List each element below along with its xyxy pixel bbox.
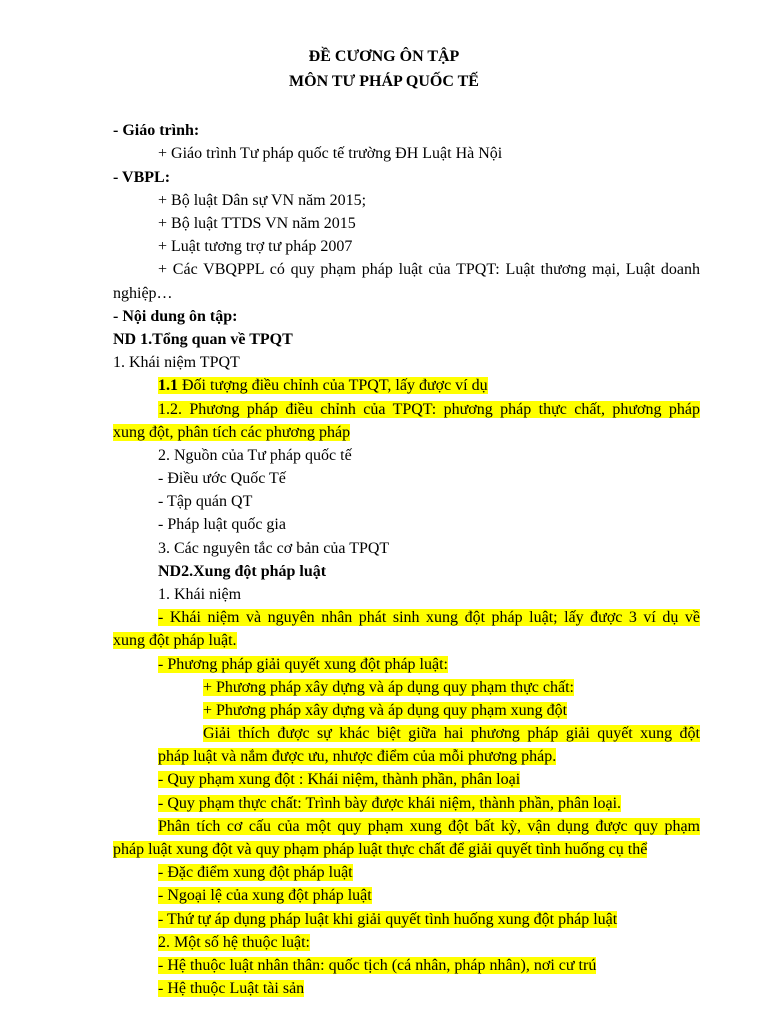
highlighted-text: Giải thích được sự khác biệt giữa hai phương pháp giải quyết xung đột [203, 725, 700, 742]
highlighted-text: xung đột, phân tích các phương pháp [113, 424, 351, 441]
highlighted-line [158, 608, 700, 628]
list-item: + Các VBQPPL có quy phạm pháp luật của TPQT: Luật thương mại, Luật doanh [158, 261, 700, 278]
list-item: + Giáo trình Tư pháp quốc tế trường ĐH Luật Hà Nội [158, 145, 503, 162]
highlighted-text: Phân tích cơ cấu của một quy phạm xung đột bất kỳ, vận dụng được quy phạm [158, 818, 700, 835]
highlighted-text: - Hệ thuộc luật nhân thân: quốc tịch (cá nhân, pháp nhân), nơi cư trú [158, 957, 597, 974]
highlighted-text: - Ngoại lệ của xung đột pháp luật [158, 887, 372, 904]
subheading: 2. Nguồn của Tư pháp quốc tế [158, 447, 352, 464]
highlighted-text: - Quy phạm thực chất: Trình bày được khái niệm, thành phần, phân loại. [158, 795, 622, 812]
highlighted-text: - Đặc điểm xung đột pháp luật [158, 864, 353, 881]
highlighted-line [203, 701, 567, 721]
highlighted-line [113, 840, 647, 860]
section-heading-legal-docs: - VBPL: [113, 169, 171, 186]
list-item: - Tập quán QT [158, 493, 253, 510]
highlighted-text: 1.2. Phương pháp điều chỉnh của TPQT: phương pháp thực chất, phương pháp [158, 401, 700, 418]
subheading: 1. Khái niệm [158, 586, 242, 603]
document-title-line-2: MÔN TƯ PHÁP QUỐC TẾ [289, 73, 479, 90]
highlighted-text: + Phương pháp xây dựng và áp dụng quy phạm thực chất: [203, 679, 574, 696]
highlighted-line [158, 747, 556, 767]
content-heading-nd2: ND2.Xung đột pháp luật [158, 563, 327, 580]
highlighted-text: 2. Một số hệ thuộc luật: [158, 934, 310, 951]
highlighted-line [158, 817, 700, 837]
highlighted-text: + Phương pháp xây dựng và áp dụng quy phạm xung đột [203, 702, 568, 719]
content-heading-nd1: ND 1.Tổng quan về TPQT [113, 331, 293, 348]
list-item-continuation: nghiệp… [113, 285, 173, 302]
subheading: 1. Khái niệm TPQT [113, 354, 240, 371]
item-number: 1.1 [158, 377, 178, 394]
list-item: - Pháp luật quốc gia [158, 516, 286, 533]
list-item: + Bộ luật TTDS VN năm 2015 [158, 215, 356, 232]
highlighted-line [158, 979, 304, 999]
highlighted-line [158, 400, 700, 420]
highlighted-line [158, 863, 353, 883]
section-heading-textbook: - Giáo trình: [113, 122, 200, 139]
highlighted-line [158, 910, 617, 930]
highlighted-text: - Khái niệm và nguyên nhân phát sinh xung đột pháp luật; lấy được 3 ví dụ về [158, 609, 700, 626]
document-title-line-1: ĐỀ CƯƠNG ÔN TẬP [308, 48, 460, 65]
highlighted-text: xung đột pháp luật. [113, 632, 237, 649]
highlighted-line [203, 678, 574, 698]
highlighted-line [113, 423, 350, 443]
highlighted-line [158, 886, 372, 906]
highlighted-line [158, 956, 596, 976]
list-item: + Luật tương trợ tư pháp 2007 [158, 238, 353, 255]
list-item: + Bộ luật Dân sự VN năm 2015; [158, 192, 367, 209]
highlighted-text: pháp luật và nắm được ưu, nhược điểm của mỗi phương pháp. [158, 748, 557, 765]
highlighted-line [158, 770, 520, 790]
highlighted-text: - Phương pháp giải quyết xung đột pháp luật: [158, 656, 448, 673]
highlighted-text: - Hệ thuộc Luật tài sản [158, 980, 305, 997]
section-heading-review-content: - Nội dung ôn tập: [113, 308, 238, 325]
highlighted-line [158, 376, 488, 396]
highlighted-text: - Quy phạm xung đột : Khái niệm, thành phần, phân loại [158, 771, 521, 788]
highlighted-text: Đối tượng điều chỉnh của TPQT, lấy được ví dụ [178, 377, 488, 394]
list-item: - Điều ước Quốc Tế [158, 470, 286, 487]
highlighted-text: - Thứ tự áp dụng pháp luật khi giải quyết tình huống xung đột pháp luật [158, 911, 618, 928]
highlighted-line [158, 933, 310, 953]
subheading: 3. Các nguyên tắc cơ bản của TPQT [158, 540, 390, 557]
highlighted-text: pháp luật xung đột và quy phạm pháp luật thực chất để giải quyết tình huống cụ thể [113, 841, 648, 858]
highlighted-line [158, 655, 448, 675]
highlighted-line [158, 794, 621, 814]
highlighted-line [203, 724, 700, 744]
highlighted-line [113, 631, 237, 651]
